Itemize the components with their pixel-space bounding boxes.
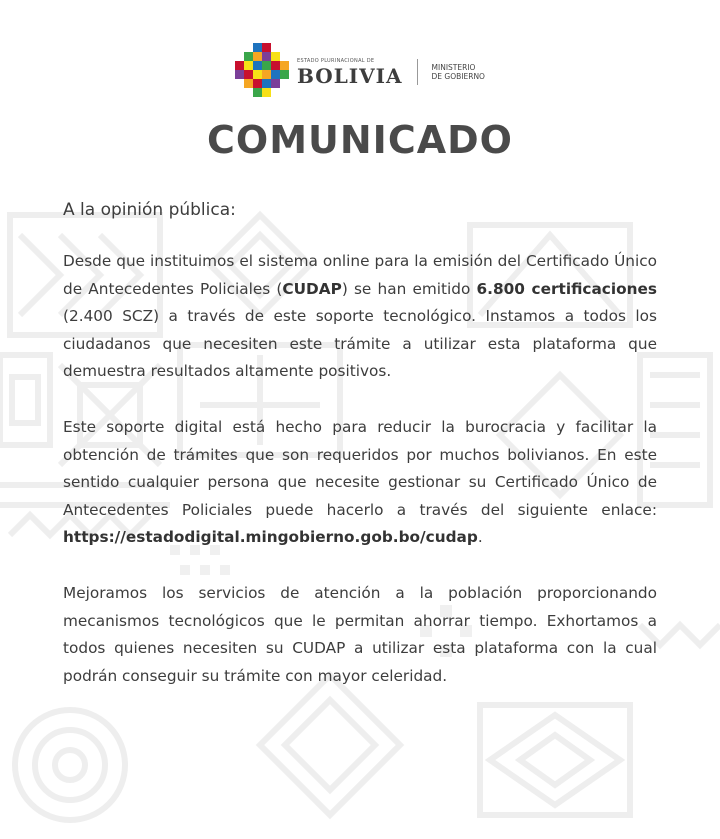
header-logo (0, 42, 720, 102)
p1-text-1: Desde que instituimos el sistema online para la emisión del Certificado Único de Antecedentes Policiales ( (63, 252, 657, 298)
greeting: A la opinión pública: (63, 200, 236, 220)
p3-text-1: Mejoramos los servicios de atención a la población proporcionando mecanismos tecnológicos que le permitan ahorrar tiempo. Exhortamos a todos quienes necesiten su CUDAP a utilizar esta plataforma con la cual podrán conseguir su trámite con mayor celeridad. (63, 583, 657, 685)
bolivia-wiphala-logo-icon (235, 43, 289, 101)
p1-bold-certifications: 6.800 certificaciones (476, 279, 657, 298)
paragraph-1 (63, 248, 657, 386)
paragraph-3 (63, 580, 657, 690)
p1-text-2: ) se han emitido (341, 279, 477, 298)
logo-wordmark (297, 59, 403, 86)
p1-bold-cudap: CUDAP (282, 279, 342, 298)
ministry-line-2: DE GOBIERNO (431, 72, 485, 81)
p1-text-3: (2.400 SCZ) a través de este soporte tecnológico. Instamos a todos los ciudadanos que necesiten este trámite a utilizar esta plataforma que demuestra resultados altamente positivos. (63, 307, 657, 381)
ministry-label (432, 63, 485, 81)
p2-text-2: . (477, 528, 483, 547)
logo-state-label: ESTADO PLURINACIONAL DE (297, 57, 375, 64)
ministry-line-1: MINISTERIO (431, 63, 476, 72)
cudap-link[interactable]: https://estadodigital.mingobierno.gob.bo/cudap (63, 528, 478, 547)
page-title: COMUNICADO (207, 118, 513, 162)
p2-text-1: Este soporte digital está hecho para reducir la burocracia y facilitar la obtención de trámites que son requeridos por muchos bolivianos. En este sentido cualquier persona que necesite gestionar su Certificado Único de Antecedentes Policiales puede hacerlo a través del siguiente enlace: (63, 417, 657, 519)
communique-body (63, 200, 657, 718)
logo-divider (417, 59, 418, 85)
paragraph-2 (63, 414, 657, 552)
logo-country-name: BOLIVIA (297, 63, 403, 88)
